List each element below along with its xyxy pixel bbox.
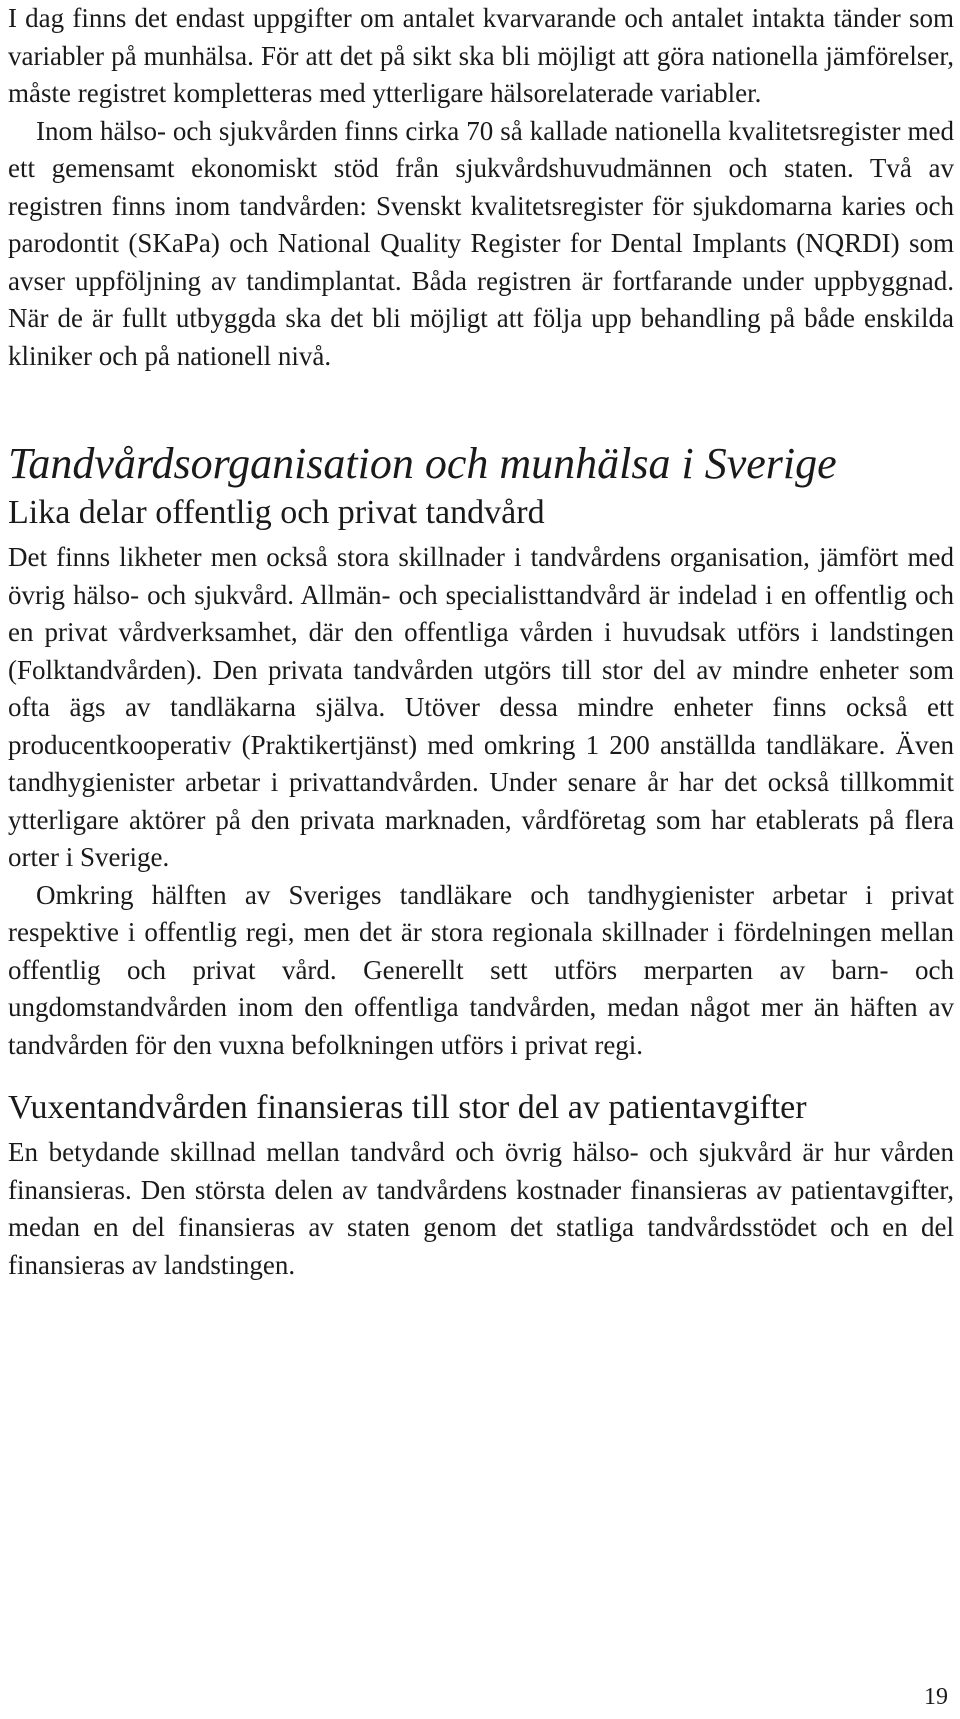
subsection-1-paragraph-1: Det finns likheter men också stora skillnader i tandvårdens organisation, jämfört med övrig hälso- och sjukvård. Allmän- och specialisttandvård är indelad i en offentlig och en privat vårdverksamhet, där den offentliga vården i huvudsak utförs i landstingen (Folktandvården). Den privata tandvården utgörs till stor del av mindre enheter som ofta ägs av tandläkarna själva. Utöver dessa mindre enheter finns också ett producentkooperativ (Praktikertjänst) med omkring 1 200 anställda tandläkare. Även tandhygienister arbetar i privattandvården. Under senare år har det också tillkommit ytterligare aktörer på den privata marknaden, vårdföretag som har etablerats på flera orter i Sverige.: [8, 542, 954, 872]
subsection-heading-1: Lika delar offentlig och privat tandvård: [8, 494, 545, 531]
subsection-2-paragraph-1: En betydande skillnad mellan tandvård och övrig hälso- och sjukvård är hur vården finansieras. Den största delen av tandvårdens kostnader finansieras av patientavgifter, medan en del finansieras av staten genom det statliga tandvårdsstödet och en del finansieras av landstingen.: [8, 1137, 954, 1280]
section-heading: Tandvårdsorganisation och munhälsa i Sverige: [8, 439, 837, 488]
document-page: [8, 0, 954, 1284]
subsection-1-paragraph-2: Omkring hälften av Sveriges tandläkare och tandhygienister arbetar i privat respektive i offentlig regi, men det är stora regionala skillnader i fördelningen mellan offentlig och privat vård. Generellt sett utförs merparten av barn- och ungdomstandvården inom den offentliga tandvården, medan något mer än häften av tandvården för den vuxna befolkningen utförs i privat regi.: [8, 879, 954, 1060]
subsection-heading-2: Vuxentandvården finansieras till stor del av patientavgifter: [8, 1089, 807, 1126]
intro-paragraph-2: Inom hälso- och sjukvården finns cirka 70 så kallade nationella kvalitetsregister med ett gemensamt ekonomiskt stöd från sjukvårdshuvudmännen och staten. Två av registren finns inom tandvården: Svenskt kvalitetsregister för sjukdomarna karies och parodontit (SKaPa) och National Quality Register for Dental Implants (NQRDI) som avser uppföljning av tandimplantat. Båda registren är fortfarande under uppbyggnad. När de är fullt utbyggda ska det bli möjligt att följa upp behandling på både enskilda kliniker och på nationell nivå.: [8, 115, 954, 371]
intro-paragraph-1: I dag finns det endast uppgifter om antalet kvarvarande och antalet intakta tänder som variabler på munhälsa. För att det på sikt ska bli möjligt att göra nationella jämförelser, måste registret kompletteras med ytterligare hälsorelaterade variabler.: [8, 3, 954, 108]
page-number: 19: [924, 1684, 948, 1710]
